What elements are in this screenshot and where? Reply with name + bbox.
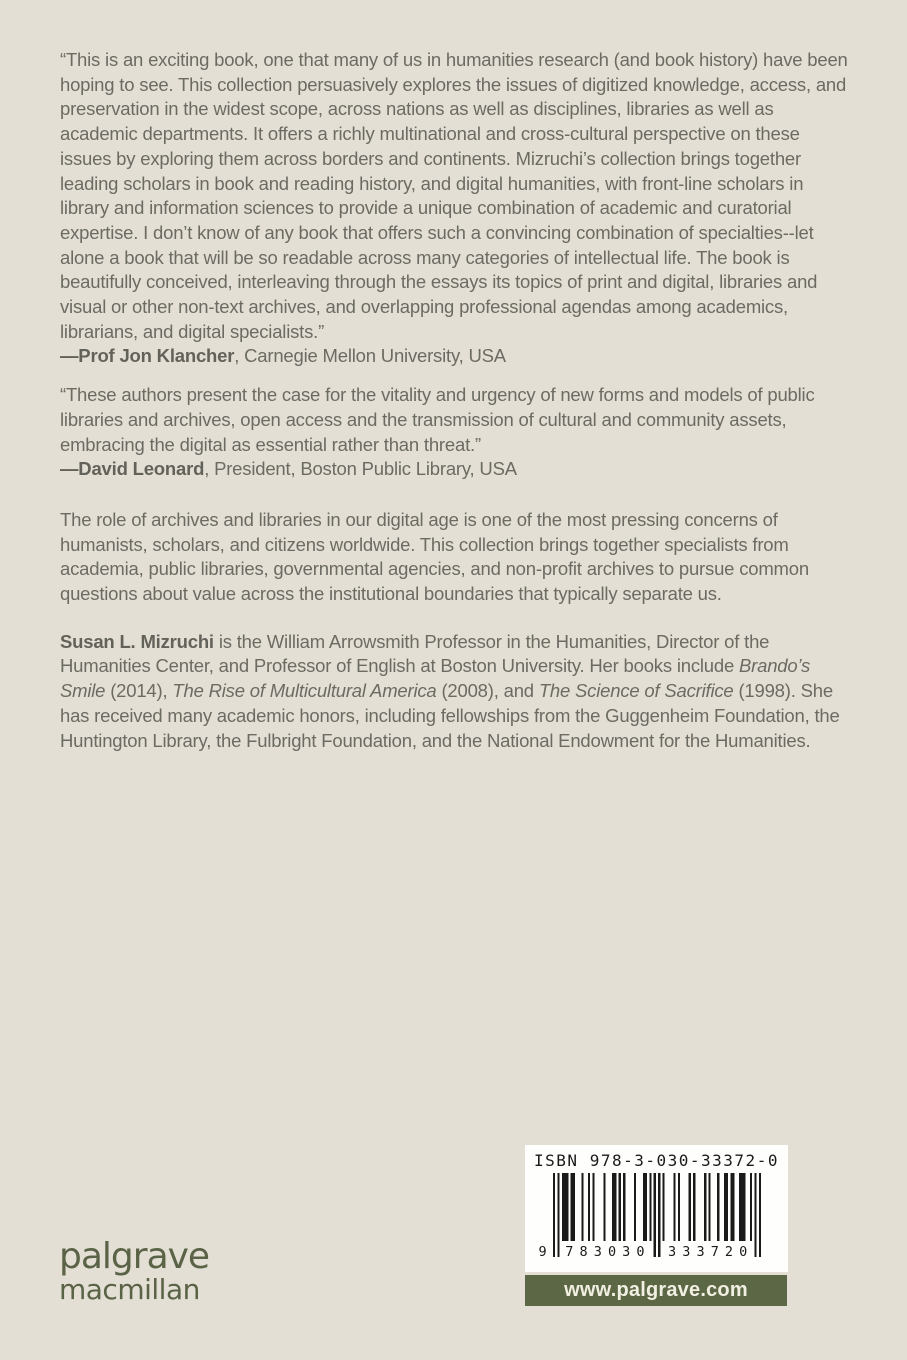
barcode-panel	[525, 1145, 788, 1272]
attribution-name: —David Leonard	[60, 458, 205, 480]
publisher-imprint: macmillan	[59, 1273, 200, 1306]
barcode-digits-right: 3 3 3 7 2 0	[667, 1243, 748, 1260]
reviewer-quote-1-attribution	[60, 344, 850, 369]
reviewer-quote-1	[60, 48, 850, 369]
barcode-digit-first: 9	[538, 1243, 547, 1260]
publisher-website-bar	[525, 1275, 787, 1306]
barcode-digits-left: 7 8 3 0 3 0	[565, 1243, 645, 1260]
reviewer-quote-2-attribution	[60, 457, 850, 482]
attribution-name: —Prof Jon Klancher	[60, 345, 235, 367]
isbn-label: ISBN 978-3-030-33372-0	[534, 1151, 779, 1170]
attribution-affiliation: , President, Boston Public Library, USA	[204, 458, 517, 480]
back-cover-text-column	[60, 48, 850, 753]
reviewer-quote-1-text: “This is an exciting book, one that many of us in humanities research (and book history) have been hoping to see. This collection persuasively explores the issues of digitized knowledge, access, and preservation in the widest scope, across nations as well as disciplines, libraries as well as academic departments. It offers a richly multinational and cross-cultural perspective on these issues by exploring them across borders and continents. Mizruchi’s collection brings together leading scholars in book and reading history, and digital humanities, with front-line scholars in library and information sciences to provide a unique combination of academic and curatorial expertise. I don’t know of any book that offers such a convincing combination of specialties--let alone a book that will be so readable across many categories of intellectual life. The book is beautifully conceived, interleaving through the essays its topics of print and digital, libraries and visual or other non-text archives, and overlapping professional agendas among academics, librarians, and digital specialists.”	[60, 49, 848, 342]
attribution-affiliation: , Carnegie Mellon University, USA	[234, 345, 506, 367]
reviewer-quote-2-text: “These authors present the case for the vitality and urgency of new forms and models of public libraries and archives, open access and the transmission of cultural and community assets, embracing the digital as essential rather than threat.”	[60, 384, 815, 455]
palgrave-macmillan-logo	[59, 1238, 209, 1304]
book-description: The role of archives and libraries in our digital age is one of the most pressing concerns of humanists, scholars, and citizens worldwide. This collection brings together specialists from academia, public libraries, governmental agencies, and non-profit archives to pursue common questions about value across the institutional boundaries that typically separate us.	[60, 508, 809, 605]
barcode	[538, 1173, 761, 1260]
author-bio: Susan L. Mizruchi is the William Arrowsmith Professor in the Humanities, Director of the Humanities Center, and Professor of English at Boston University. Her books include Brando’s Smile (2014), The Rise of Multicultural America (2008), and The Science of Sacrifice (1998). She has received many academic honors, including fellowships from the Guggenheim Foundation, the Huntington Library, the Fulbright Foundation, and the National Endowment for the Humanities.	[60, 630, 840, 751]
publisher-website-text: www.palgrave.com	[564, 1279, 748, 1301]
reviewer-quote-2	[60, 383, 850, 482]
publisher-name: palgrave	[59, 1236, 210, 1277]
